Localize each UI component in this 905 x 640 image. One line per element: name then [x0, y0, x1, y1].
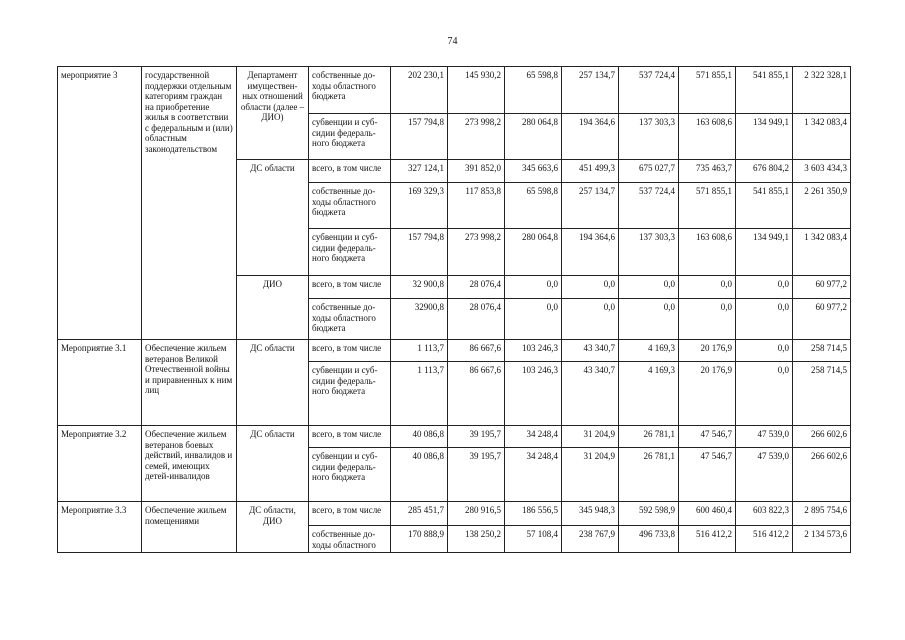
- total-cell: 266 602,6: [793, 426, 851, 448]
- value-cell: 194 364,6: [562, 229, 619, 276]
- measure-description-cell: Обеспечение жильем помещениями: [142, 502, 237, 553]
- funding-source-cell: всего, в том числе: [309, 160, 391, 183]
- executor-cell: ДС области: [237, 160, 309, 276]
- value-cell: 47 546,7: [679, 448, 736, 502]
- value-cell: 0,0: [736, 299, 793, 340]
- value-cell: 280 064,8: [505, 114, 562, 160]
- value-cell: 4 169,3: [619, 340, 679, 362]
- value-cell: 675 027,7: [619, 160, 679, 183]
- executor-cell: ДС области, ДИО: [237, 502, 309, 553]
- value-cell: 138 250,2: [448, 526, 505, 553]
- page-number: 74: [447, 36, 458, 47]
- value-cell: 280 064,8: [505, 229, 562, 276]
- total-cell: 2 261 350,9: [793, 183, 851, 229]
- value-cell: 280 916,5: [448, 502, 505, 526]
- funding-source-cell: всего, в том числе: [309, 426, 391, 448]
- total-cell: 3 603 434,3: [793, 160, 851, 183]
- value-cell: 496 733,8: [619, 526, 679, 553]
- value-cell: 0,0: [679, 299, 736, 340]
- executor-cell: ДС области: [237, 340, 309, 426]
- value-cell: 169 329,3: [391, 183, 448, 229]
- value-cell: 541 855,1: [736, 67, 793, 114]
- value-cell: 20 176,9: [679, 340, 736, 362]
- value-cell: 537 724,4: [619, 67, 679, 114]
- value-cell: 137 303,3: [619, 114, 679, 160]
- value-cell: 39 195,7: [448, 426, 505, 448]
- total-cell: 1 342 083,4: [793, 114, 851, 160]
- value-cell: 571 855,1: [679, 67, 736, 114]
- total-cell: 2 322 328,1: [793, 67, 851, 114]
- value-cell: 26 781,1: [619, 426, 679, 448]
- measure-cell: мероприятие 3: [58, 67, 142, 340]
- value-cell: 157 794,8: [391, 114, 448, 160]
- value-cell: 238 767,9: [562, 526, 619, 553]
- value-cell: 592 598,9: [619, 502, 679, 526]
- measure-cell: Мероприятие 3.1: [58, 340, 142, 426]
- value-cell: 0,0: [736, 276, 793, 299]
- value-cell: 32900,8: [391, 299, 448, 340]
- value-cell: 0,0: [562, 299, 619, 340]
- measure-description-cell: государственной поддержки отдельным категориям граждан на приобретение жилья в соответствии с федеральным и (или) областным законодательством: [142, 67, 237, 340]
- value-cell: 32 900,8: [391, 276, 448, 299]
- funding-source-cell: всего, в том числе: [309, 276, 391, 299]
- value-cell: 345 948,3: [562, 502, 619, 526]
- measure-description-cell: Обеспечение жильем ветеранов боевых действий, инвалидов и семей, имеющих детей-инвалидов: [142, 426, 237, 502]
- value-cell: 541 855,1: [736, 183, 793, 229]
- value-cell: 257 134,7: [562, 183, 619, 229]
- value-cell: 103 246,3: [505, 362, 562, 426]
- value-cell: 273 998,2: [448, 229, 505, 276]
- value-cell: 26 781,1: [619, 448, 679, 502]
- value-cell: 43 340,7: [562, 340, 619, 362]
- value-cell: 47 539,0: [736, 426, 793, 448]
- value-cell: 327 124,1: [391, 160, 448, 183]
- value-cell: 47 546,7: [679, 426, 736, 448]
- value-cell: 676 804,2: [736, 160, 793, 183]
- funding-source-cell: субвенции и суб-сидии федераль-ного бюджета: [309, 114, 391, 160]
- funding-source-cell: собственные до-ходы областного: [309, 526, 391, 553]
- total-cell: 258 714,5: [793, 340, 851, 362]
- value-cell: 40 086,8: [391, 426, 448, 448]
- value-cell: 537 724,4: [619, 183, 679, 229]
- value-cell: 600 460,4: [679, 502, 736, 526]
- value-cell: 117 853,8: [448, 183, 505, 229]
- value-cell: 202 230,1: [391, 67, 448, 114]
- value-cell: 43 340,7: [562, 362, 619, 426]
- value-cell: 28 076,4: [448, 299, 505, 340]
- value-cell: 34 248,4: [505, 426, 562, 448]
- value-cell: 163 608,6: [679, 114, 736, 160]
- value-cell: 28 076,4: [448, 276, 505, 299]
- value-cell: 603 822,3: [736, 502, 793, 526]
- table-row: [58, 340, 851, 362]
- value-cell: 391 852,0: [448, 160, 505, 183]
- table-row: [58, 67, 851, 114]
- value-cell: 20 176,9: [679, 362, 736, 426]
- value-cell: 86 667,6: [448, 362, 505, 426]
- executor-cell: ДС области: [237, 426, 309, 502]
- value-cell: 516 412,2: [736, 526, 793, 553]
- value-cell: 39 195,7: [448, 448, 505, 502]
- value-cell: 1 113,7: [391, 362, 448, 426]
- funding-source-cell: всего, в том числе: [309, 502, 391, 526]
- value-cell: 345 663,6: [505, 160, 562, 183]
- budget-table: [57, 66, 851, 553]
- funding-source-cell: субвенции и суб-сидии федераль-ного бюджета: [309, 229, 391, 276]
- value-cell: 170 888,9: [391, 526, 448, 553]
- funding-source-cell: субвенции и суб-сидии федераль-ного бюджета: [309, 362, 391, 426]
- value-cell: 65 598,8: [505, 183, 562, 229]
- value-cell: 103 246,3: [505, 340, 562, 362]
- value-cell: 31 204,9: [562, 426, 619, 448]
- value-cell: 1 113,7: [391, 340, 448, 362]
- value-cell: 57 108,4: [505, 526, 562, 553]
- total-cell: 60 977,2: [793, 276, 851, 299]
- value-cell: 4 169,3: [619, 362, 679, 426]
- funding-source-cell: субвенции и суб-сидии федераль-ного бюджета: [309, 448, 391, 502]
- value-cell: 134 949,1: [736, 229, 793, 276]
- value-cell: 0,0: [562, 276, 619, 299]
- executor-cell: ДИО: [237, 276, 309, 340]
- value-cell: 186 556,5: [505, 502, 562, 526]
- value-cell: 0,0: [505, 299, 562, 340]
- value-cell: 34 248,4: [505, 448, 562, 502]
- value-cell: 0,0: [679, 276, 736, 299]
- funding-source-cell: собственные до-ходы областного бюджета: [309, 183, 391, 229]
- value-cell: 273 998,2: [448, 114, 505, 160]
- total-cell: 1 342 083,4: [793, 229, 851, 276]
- measure-cell: Мероприятие 3.3: [58, 502, 142, 553]
- value-cell: 47 539,0: [736, 448, 793, 502]
- value-cell: 0,0: [619, 276, 679, 299]
- value-cell: 285 451,7: [391, 502, 448, 526]
- value-cell: 65 598,8: [505, 67, 562, 114]
- funding-source-cell: собственные до-ходы областного бюджета: [309, 67, 391, 114]
- total-cell: 258 714,5: [793, 362, 851, 426]
- value-cell: 194 364,6: [562, 114, 619, 160]
- value-cell: 0,0: [736, 340, 793, 362]
- total-cell: 2 895 754,6: [793, 502, 851, 526]
- value-cell: 451 499,3: [562, 160, 619, 183]
- value-cell: 257 134,7: [562, 67, 619, 114]
- value-cell: 163 608,6: [679, 229, 736, 276]
- total-cell: 60 977,2: [793, 299, 851, 340]
- value-cell: 31 204,9: [562, 448, 619, 502]
- value-cell: 145 930,2: [448, 67, 505, 114]
- executor-cell: Департамент имуществен-ных отношений области (далее – ДИО): [237, 67, 309, 160]
- measure-cell: Мероприятие 3.2: [58, 426, 142, 502]
- value-cell: 0,0: [619, 299, 679, 340]
- value-cell: 134 949,1: [736, 114, 793, 160]
- value-cell: 571 855,1: [679, 183, 736, 229]
- value-cell: 86 667,6: [448, 340, 505, 362]
- total-cell: 2 134 573,6: [793, 526, 851, 553]
- table-row: [58, 426, 851, 448]
- funding-source-cell: собственные до-ходы областного бюджета: [309, 299, 391, 340]
- table-row: [58, 502, 851, 526]
- value-cell: 157 794,8: [391, 229, 448, 276]
- funding-source-cell: всего, в том числе: [309, 340, 391, 362]
- value-cell: 516 412,2: [679, 526, 736, 553]
- measure-description-cell: Обеспечение жильем ветеранов Великой Отечественной войны и приравненных к ним лиц: [142, 340, 237, 426]
- value-cell: 40 086,8: [391, 448, 448, 502]
- value-cell: 735 463,7: [679, 160, 736, 183]
- value-cell: 0,0: [736, 362, 793, 426]
- total-cell: 266 602,6: [793, 448, 851, 502]
- value-cell: 137 303,3: [619, 229, 679, 276]
- value-cell: 0,0: [505, 276, 562, 299]
